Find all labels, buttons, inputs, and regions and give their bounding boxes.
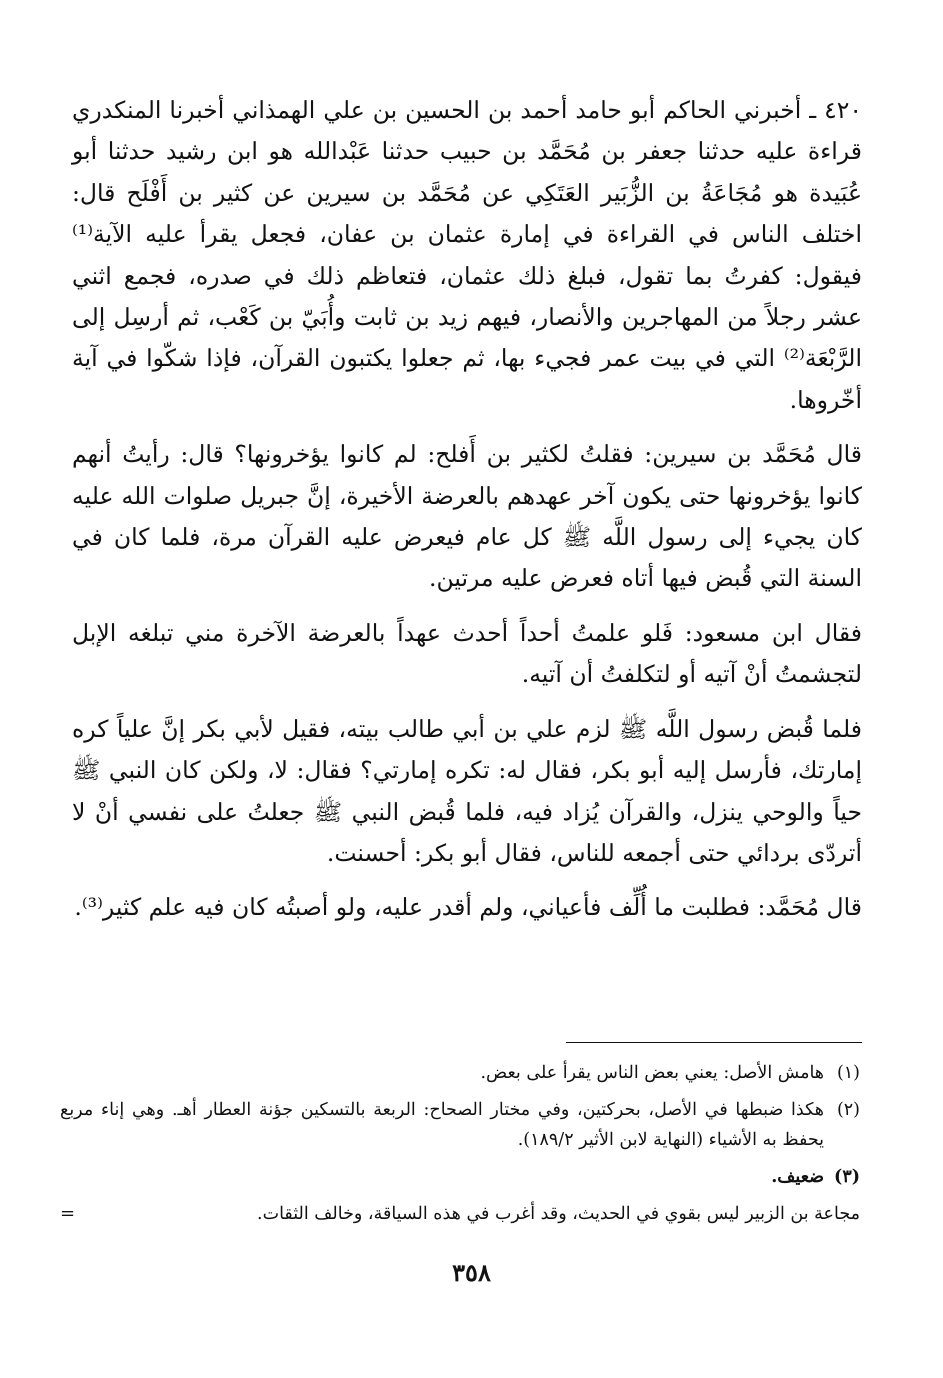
hadith-paragraph-3: فقال ابن مسعود: فَلو علمتُ أحداً أحدث عهداً بالعرضة الآخرة مني تبلغه الإبل لتجشمتُ أنْ آتيه أو لتكلفتُ أن آتيه.: [72, 618, 862, 689]
footnote-continuation: [60, 1199, 860, 1229]
hadith-paragraph-5: قال مُحَمَّد: فطلبت ما أُلِّف فأعياني، ولم أقدر عليه، ولو أصبتُه كان فيه علم كثير⁽³⁾.: [74, 893, 862, 922]
footnote-2: [60, 1095, 860, 1155]
footnote-3: [60, 1162, 860, 1192]
continuation-mark: =: [60, 1203, 76, 1224]
footnote-text: هامش الأصل: يعني بعض الناس يقرأ على بعض.: [480, 1063, 824, 1083]
footnote-separator: [566, 1042, 862, 1043]
main-text: [72, 90, 862, 942]
footnotes: [60, 1058, 860, 1229]
footnote-number: (٢): [836, 1100, 860, 1120]
continuation-text: مجاعة بن الزبير ليس بقوي في الحديث، وقد أغرب في هذه السياقة، وخالف الثقات.: [257, 1204, 860, 1224]
footnote-number: (٣): [834, 1167, 860, 1187]
page-number: ٣٥٨: [452, 1258, 491, 1287]
hadith-paragraph-2: قال مُحَمَّد بن سيرين: فقلتُ لكثير بن أَفلح: لم كانوا يؤخرونها؟ قال: رأيتُ أنهم كانوا يؤخرونها حتى يكون آخر عهدهم بالعرضة الأخيرة، إنَّ جبريل صلوات الله عليه كان يجيء إلى رسول اللَّه ﷺ كل عام فيعرض عليه القرآن مرة، فلما كان في السنة التي قُبض فيها أتاه فعرض عليه مرتين.: [72, 440, 862, 593]
footnote-text: ضعيف.: [771, 1167, 824, 1187]
footnote-number: (١): [836, 1063, 860, 1083]
footnote-text: هكذا ضبطها في الأصل، بحركتين، وفي مختار الصحاح: الربعة بالتسكين جؤنة العطار أهـ. وهي إناء مربع يحفظ به الأشياء (النهاية لابن الأثير ١٨٩/٢).: [60, 1100, 824, 1150]
hadith-paragraph-1: ٤٢٠ ـ أخبرني الحاكم أبو حامد أحمد بن الحسين بن علي الهمذاني أخبرنا المنكدري قراءة عليه حدثنا جعفر بن مُحَمَّد بن حبيب حدثنا عَبْدالله هو ابن رشيد حدثنا أبو عُبَيدة هو مُجَاعَةُ بن الزُّبَير العَتَكِي عن مُحَمَّد بن سيرين عن كثير بن أَفْلَح قال: اختلف الناس في القراءة في إمارة عثمان بن عفان، فجعل يقرأ عليه الآية⁽¹⁾ فيقول: كفرتُ بما تقول، فبلغ ذلك عثمان، فتعاظم ذلك في صدره، فجمع اثني عشر رجلاً من المهاجرين والأنصار، فيهم زيد بن ثابت وأُبَيّ بن كَعْب، ثم أرسِل إلى الرَّبْعَة⁽²⁾ التي في بيت عمر فجيء بها، ثم جعلوا يكتبون القرآن، فإذا شكّوا في آية أخّروها.: [72, 96, 862, 414]
hadith-paragraph-4: فلما قُبض رسول اللَّه ﷺ لزم علي بن أبي طالب بيته، فقيل لأبي بكر إنَّ علياً كره إمارتك، فأرسل إليه أبو بكر، فقال له: تكره إمارتي؟ فقال: لا، ولكن كان النبي ﷺ حياً والوحي ينزل، والقرآن يُزاد فيه، فلما قُبض النبي ﷺ جعلتُ على نفسي أنْ لا أتردّى بردائي حتى أجمعه للناس، فقال أبو بكر: أحسنت.: [72, 714, 862, 867]
footnote-1: [60, 1058, 860, 1088]
